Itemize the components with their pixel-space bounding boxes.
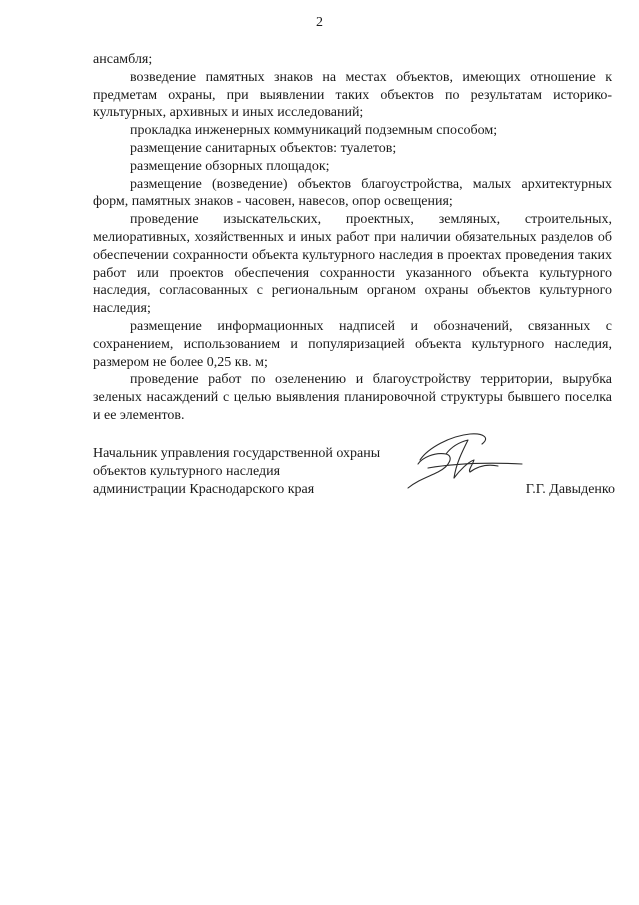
signatory-name: Г.Г. Давыденко (525, 481, 615, 497)
signatory-title-line: Начальник управления государственной охраны (93, 446, 381, 461)
document-body (93, 51, 612, 425)
signatory-title-line: объектов культурного наследия (93, 463, 281, 479)
paragraph-viewing-areas: размещение обзорных площадок; (130, 158, 330, 174)
handwritten-signature (398, 430, 526, 494)
signatory-title-line: администрации Краснодарского края (93, 481, 315, 497)
paragraph-continuation: ансамбля; (93, 52, 153, 67)
paragraph-signage: размещение информационных надписей и обозначений, связанных с сохранением, использованием и популяризацией объекта культурного наследия, размером не более 0,25 кв. м; (93, 318, 612, 370)
paragraph-greenery: проведение работ по озеленению и благоустройству территории, вырубка зеленых насаждений с целью выявления планировочной структуры бывшего поселка и ее элементов. (93, 372, 612, 423)
paragraph-memorial-signs: возведение памятных знаков на местах объектов, имеющих отношение к предметам охраны, при выявлении таких объектов по результатам историко-культурных, архивных и иных исследований; (93, 69, 612, 121)
paragraph-sanitary: размещение санитарных объектов: туалетов; (130, 140, 397, 156)
signature-block (93, 445, 615, 505)
signatory-title (93, 445, 380, 498)
paragraph-utilities: прокладка инженерных коммуникаций подземным способом; (130, 123, 498, 139)
paragraph-landscaping-objects: размещение (возведение) объектов благоустройства, малых архитектурных форм, памятных знаков - часовен, навесов, опор освещения; (93, 176, 612, 210)
page-number: 2 (316, 15, 323, 30)
paragraph-works: проведение изыскательских, проектных, земляных, строительных, мелиоративных, хозяйственных и иных работ при наличии обязательных разделов об обеспечении сохранности объекта культурного наследия в проектах проведения таких работ или проектов обеспечения сохранности указанного объекта культурного наследия, согласованных с региональным органом охраны объектов культурного наследия; (93, 212, 612, 317)
